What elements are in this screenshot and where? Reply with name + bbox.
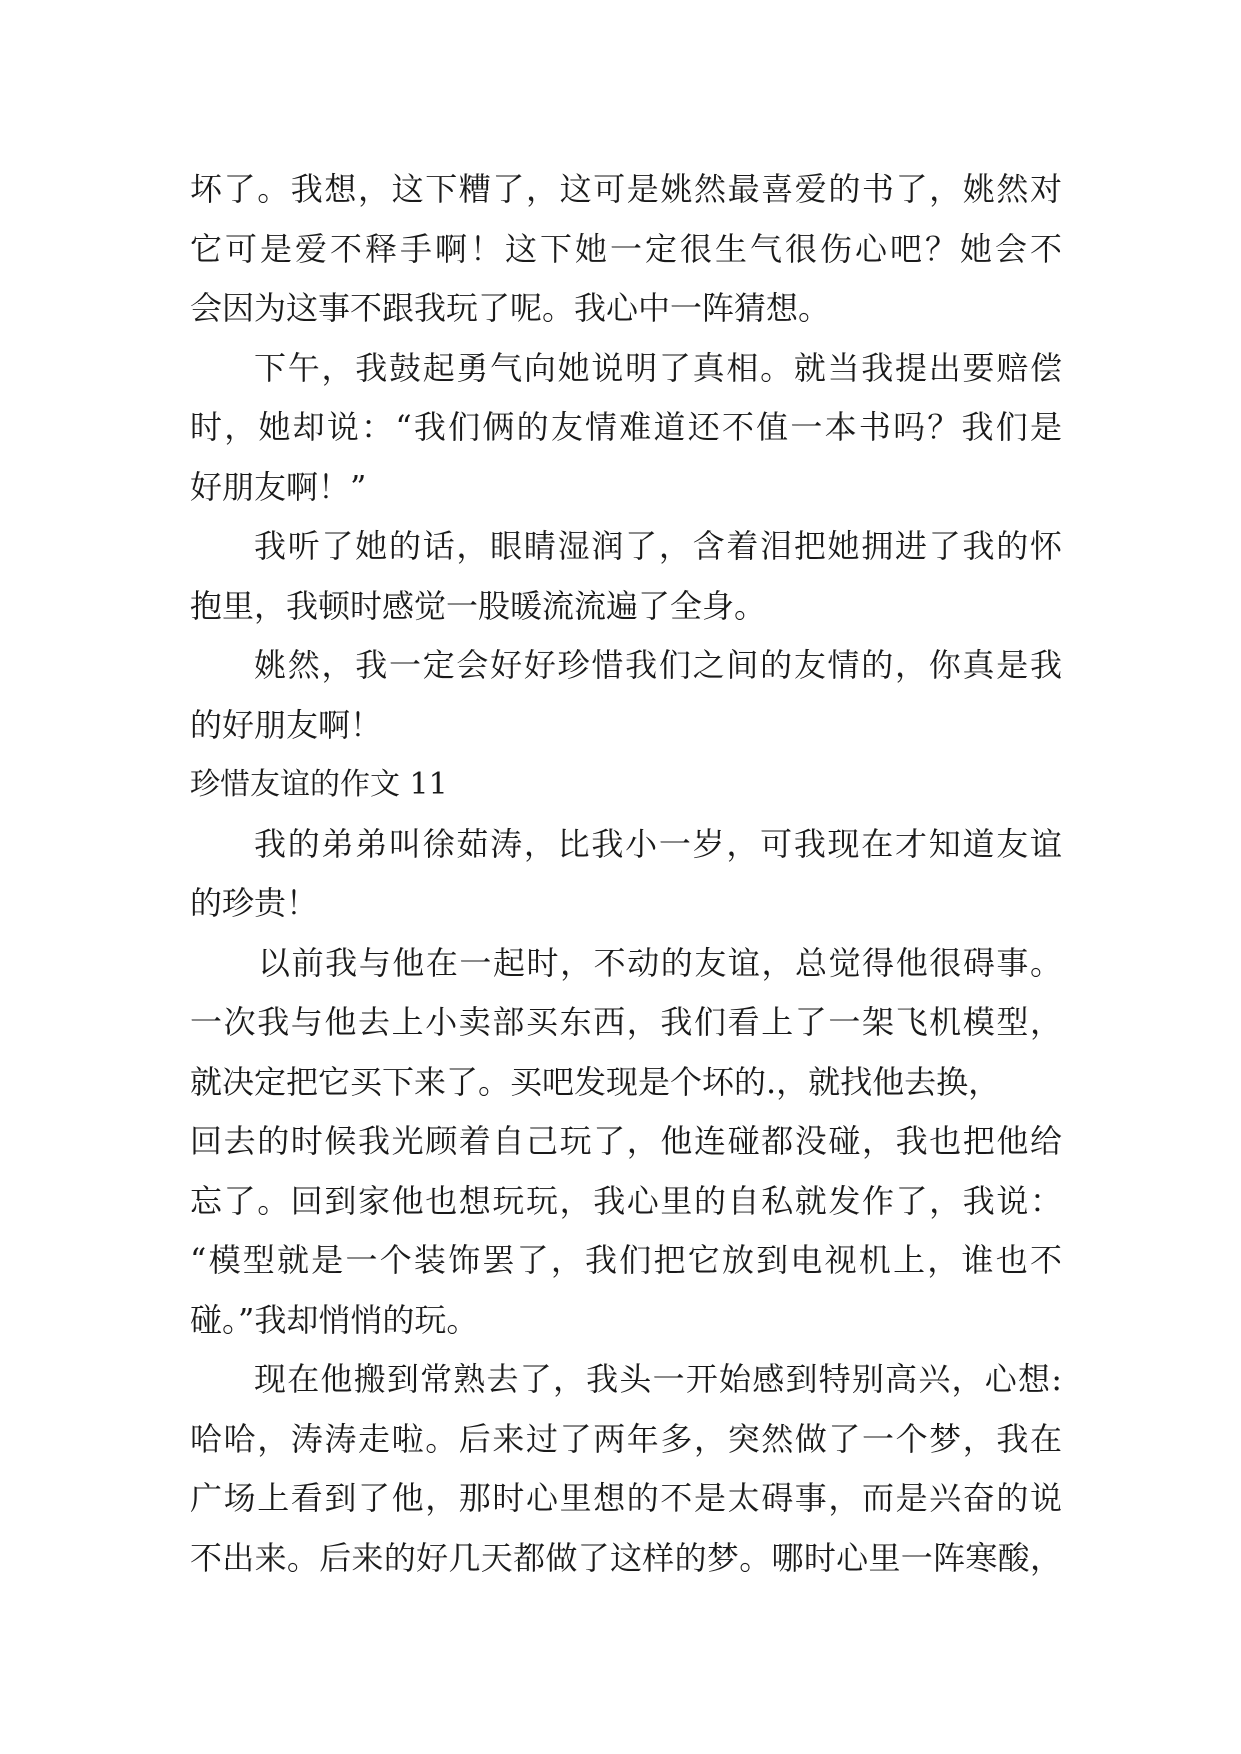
paragraph-start-line: 我的弟弟叫徐茹涛，比我小一岁，可我现在才知道友谊 xyxy=(254,824,1062,863)
text-line: 回去的时候我光顾着自己玩了，他连碰都没碰，我也把他给 xyxy=(190,1122,1062,1160)
document-body xyxy=(190,160,1062,1588)
paragraph-start-line: 现在他搬到常熟去了，我头一开始感到特别高兴，心想: xyxy=(254,1360,1062,1398)
text-line: 会因为这事不跟我玩了呢。我心中一阵猜想。 xyxy=(190,289,831,327)
text-line: 哈哈，涛涛走啦。后来过了两年多，突然做了一个梦，我在 xyxy=(190,1419,1062,1458)
paragraph-start-line: 我听了她的话，眼睛湿润了，含着泪把她拥进了我的怀 xyxy=(254,527,1062,565)
paragraph-start-line: 下午，我鼓起勇气向她说明了真相。就当我提出要赔偿 xyxy=(254,348,1062,387)
text-line: 的好朋友啊！ xyxy=(190,705,383,744)
text-line: “模型就是一个装饰罢了，我们把它放到电视机上，谁也不 xyxy=(190,1241,1062,1279)
text-line: 坏了。我想，这下糟了，这可是姚然最喜爱的书了，姚然对 xyxy=(190,170,1062,208)
text-line: 好朋友啊！” xyxy=(190,467,367,506)
text-line: 抱里，我顿时感觉一股暖流流遍了全身。 xyxy=(190,586,767,625)
paragraph-start-line: 姚然，我一定会好好珍惜我们之间的友情的，你真是我 xyxy=(254,646,1062,684)
text-line: 一次我与他去上小卖部买东西，我们看上了一架飞机模型， xyxy=(190,1003,1062,1041)
text-line: 它可是爱不释手啊！这下她一定很生气很伤心吧？她会不 xyxy=(190,229,1062,268)
paragraph-start-line: 以前我与他在一起时，不动的友谊，总觉得他很碍事。 xyxy=(258,943,1062,982)
text-line: 时，她却说：“我们俩的友情难道还不值一本书吗？我们是 xyxy=(190,408,1062,446)
text-line: 碰。”我却悄悄的玩。 xyxy=(190,1300,479,1339)
text-line: 不出来。后来的好几天都做了这样的梦。哪时心里一阵寒酸， xyxy=(190,1538,1062,1577)
text-line: 就决定把它买下来了。买吧发现是个坏的.，就找他去换， xyxy=(190,1062,1001,1101)
section-heading: 珍惜友谊的作文 11 xyxy=(190,767,448,802)
text-line: 的珍贵！ xyxy=(190,884,319,922)
text-line: 忘了。回到家他也想玩玩，我心里的自私就发作了，我说： xyxy=(190,1181,1062,1220)
text-line: 广场上看到了他，那时心里想的不是太碍事，而是兴奋的说 xyxy=(190,1479,1062,1517)
